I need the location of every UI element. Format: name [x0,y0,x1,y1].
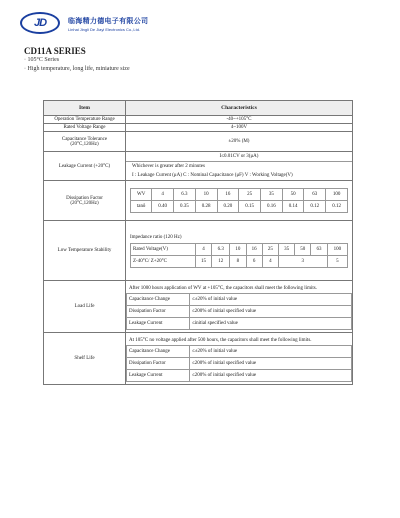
series-subtitle-2: · High temperature, long life, miniature size [24,66,130,72]
shelf-life-table [126,345,352,382]
row-leakage [44,152,353,181]
lts-rv-cell: 4 [195,244,211,256]
lts-z-cell: 15 [195,256,211,268]
lts-z-cell: 6 [246,256,262,268]
row-operation-temp [44,116,353,124]
leakage-note-2: I : Leakage Current (μA) C : Nominal Capacitance (μF) V : Working Voltage(V) [132,173,293,178]
df-wv-cell: 25 [239,189,261,201]
spec-table [43,100,353,385]
row-rated-voltage [44,124,353,132]
df-tan-cell: 0.40 [152,201,174,213]
lts-label: Low Temperature Stability [44,221,126,281]
shelf-life-val: ≤200% of initial specified value [190,357,352,369]
row-cap-tolerance [44,132,353,152]
row-low-temp-stability [44,221,353,281]
df-tan-label: tanδ [131,201,152,213]
rated-voltage-value: 4~100V [126,124,353,132]
df-tan-cell: 0.20 [217,201,239,213]
logo-text: JD [33,17,47,29]
load-life-key: Dissipation Factor [127,305,190,317]
lts-rv-cell: 16 [246,244,262,256]
load-life-note: After 1000 hours application of WV at +105°C, the capacitors shall meet the following limits. [129,285,317,291]
df-tan-cell: 0.35 [174,201,196,213]
df-tan-cell: 0.15 [239,201,261,213]
df-wv-cell: 63 [304,189,326,201]
op-temp-label: Operation Temperature Range [44,116,126,124]
shelf-life-val: ≤±20% of initial value [190,345,352,357]
load-life-val: ≤initial specified value [190,317,352,329]
lts-rv-cell: 50 [295,244,311,256]
lts-rv-cell: 63 [311,244,327,256]
df-wv-cell: 4 [152,189,174,201]
leakage-label: Leakage Current (+20°C) [44,152,126,181]
shelf-life-key: Capacitance Change [127,345,190,357]
shelf-life-row [127,369,352,381]
leakage-note-1: Whichever is greater after 2 minutes [132,164,205,169]
lts-z-cell: 8 [230,256,246,268]
df-wv-label: WV [131,189,152,201]
lts-rv-cell: 100 [327,244,347,256]
leakage-value [126,152,353,181]
load-life-row [127,317,352,329]
df-tan-cell: 0.12 [304,201,326,213]
shelf-life-key: Leakage Current [127,369,190,381]
lts-table [130,243,348,268]
row-shelf-life [44,333,353,385]
header-characteristics: Characteristics [126,101,353,116]
row-dissipation [44,181,353,221]
lts-rv-cell: 10 [230,244,246,256]
cap-tolerance-label-1: Capacitance Tolerance [61,136,108,142]
shelf-life-note: At 105°C no voltage applied after 500 hours, the capacitors shall meet the following limits. [129,337,312,343]
load-life-key: Capacitance Change [127,293,190,305]
df-tan-cell: 0.16 [260,201,282,213]
shelf-life-row [127,357,352,369]
company-header [20,12,148,36]
lts-z-cell: 4 [262,256,278,268]
lts-z-cell: 3 [278,256,327,268]
df-wv-cell: 50 [282,189,304,201]
company-name-cn: 临海精力德电子有限公司 [68,18,149,25]
df-wv-cell: 16 [217,189,239,201]
df-tan-cell: 0.14 [282,201,304,213]
lts-rv-cell: 35 [278,244,294,256]
load-life-key: Leakage Current [127,317,190,329]
lts-z-cell: 12 [212,256,230,268]
load-life-value [126,281,353,333]
lts-rv-row [131,244,348,256]
df-tan-cell: 0.28 [195,201,217,213]
rated-voltage-label: Rated Voltage Range [44,124,126,132]
company-logo [20,12,62,36]
series-title: CD11A SERIES [24,46,86,56]
df-wv-cell: 100 [326,189,348,201]
df-tan-row [131,201,348,213]
spec-header-row [44,101,353,116]
df-tan-cell: 0.12 [326,201,348,213]
load-life-label: Load Life [44,281,126,333]
shelf-life-label: Shelf Life [44,333,126,385]
load-life-val: ≤200% of initial specified value [190,305,352,317]
leakage-formula: I≤0.01CV or 3(μA) [126,152,352,162]
lts-value [126,221,353,281]
lts-z-cell: 5 [327,256,347,268]
df-label-2: (20°C,120Hz) [70,200,99,206]
df-value [126,181,353,221]
cap-tolerance-label-2: (20°C,120Hz) [70,141,99,147]
series-subtitle-1: · 105°C Series [24,57,60,63]
df-label-1: Dissipation Factor [66,195,103,201]
load-life-row [127,293,352,305]
shelf-life-row [127,345,352,357]
df-wv-cell: 35 [260,189,282,201]
header-item: Item [44,101,126,116]
cap-tolerance-value: ±20% (M) [126,132,353,152]
df-wv-cell: 6.3 [174,189,196,201]
company-name [68,16,148,32]
load-life-row [127,305,352,317]
shelf-life-value [126,333,353,385]
company-name-en: Linhai Jingli De Jiayi Electronics Co.,Ltd. [68,27,141,32]
lts-z-row [131,256,348,268]
lts-note: Impedance ratio (120 Hz) [130,235,182,240]
load-life-table [126,293,352,330]
lts-rv-cell: 6.3 [212,244,230,256]
df-wv-row [131,189,348,201]
shelf-life-val: ≤200% of initial specified value [190,369,352,381]
lts-z-label: Z-40°C/ Z+20°C [131,256,196,268]
df-wv-cell: 10 [195,189,217,201]
op-temp-value: -40~+105°C [126,116,353,124]
lts-rv-cell: 25 [262,244,278,256]
df-label [44,181,126,221]
df-table [130,188,348,213]
load-life-val: ≤±20% of initial value [190,293,352,305]
shelf-life-key: Dissipation Factor [127,357,190,369]
cap-tolerance-label [44,132,126,152]
row-load-life [44,281,353,333]
lts-rv-label: Rated Voltage(V) [131,244,196,256]
